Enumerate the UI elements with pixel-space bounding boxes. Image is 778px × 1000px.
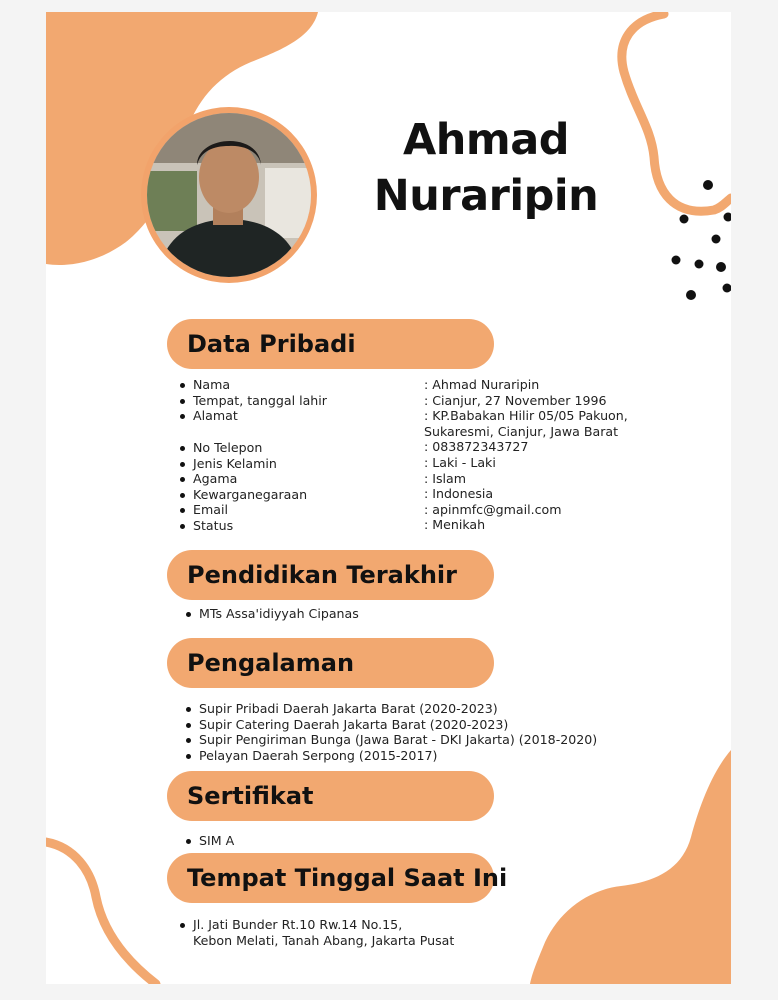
list-item: MTs Assa'idiyyah Cipanas [184, 606, 359, 622]
address-line-1: Jl. Jati Bunder Rt.10 Rw.14 No.15, [178, 917, 454, 933]
label-ttl: Tempat, tanggal lahir [178, 393, 327, 409]
section-header-sertifikat: Sertifikat [167, 771, 494, 821]
section-header-pendidikan: Pendidikan Terakhir [167, 550, 494, 600]
label-status: Status [178, 518, 307, 534]
section-header-pengalaman: Pengalaman [167, 638, 494, 688]
bottom-right-blob [530, 750, 731, 984]
profile-photo [141, 107, 317, 283]
value-nama: : Ahmad Nuraripin [424, 377, 540, 392]
value-kelamin: : Laki - Laki [424, 454, 496, 470]
last-name: Nuraripin [373, 171, 599, 221]
pendidikan-list [184, 606, 359, 622]
personal-labels-group-1 [178, 377, 327, 424]
avatar [147, 113, 311, 277]
label-kelamin: Jenis Kelamin [178, 456, 307, 472]
personal-labels-group-2 [178, 440, 307, 534]
section-header-tempat-tinggal: Tempat Tinggal Saat Ini [167, 853, 494, 903]
bottom-left-swoosh [46, 842, 156, 984]
value-alamat-1: : KP.Babakan Hilir 05/05 Pakuon, [424, 408, 628, 424]
value-telepon: : 083872343727 [424, 439, 529, 455]
value-ttl: : Cianjur, 27 November 1996 [424, 392, 607, 408]
pengalaman-list [184, 701, 597, 763]
list-item: Supir Pengiriman Bunga (Jawa Barat - DKI Jakarta) (2018-2020) [184, 732, 597, 748]
cv-page [46, 12, 731, 984]
value-alamat-2: Sukaresmi, Cianjur, Jawa Barat [424, 423, 619, 439]
sertifikat-list [184, 833, 234, 849]
person-name [356, 112, 616, 224]
top-right-swoosh [622, 14, 731, 211]
value-kewarganegaraan: : Indonesia [424, 486, 494, 502]
list-item: Supir Catering Daerah Jakarta Barat (2020-2023) [184, 717, 597, 733]
tempat-tinggal-address [178, 917, 454, 948]
label-email: Email [178, 502, 307, 518]
list-item: Supir Pribadi Daerah Jakarta Barat (2020-2023) [184, 701, 597, 717]
decorative-dots [672, 180, 732, 300]
value-status: : Menikah [424, 517, 486, 533]
first-name: Ahmad [403, 115, 569, 165]
list-item: SIM A [184, 833, 234, 849]
section-header-data-pribadi: Data Pribadi [167, 319, 494, 369]
label-alamat: Alamat [178, 408, 327, 424]
value-email: : apinmfc@gmail.com [424, 501, 562, 517]
value-agama: : Islam [424, 470, 467, 486]
label-nama: Nama [178, 377, 327, 393]
address-line-2: Kebon Melati, Tanah Abang, Jakarta Pusat [193, 932, 455, 948]
personal-values [424, 377, 628, 533]
list-item: Pelayan Daerah Serpong (2015-2017) [184, 748, 597, 764]
label-telepon: No Telepon [178, 440, 307, 456]
label-agama: Agama [178, 471, 307, 487]
label-kewarganegaraan: Kewarganegaraan [178, 487, 307, 503]
